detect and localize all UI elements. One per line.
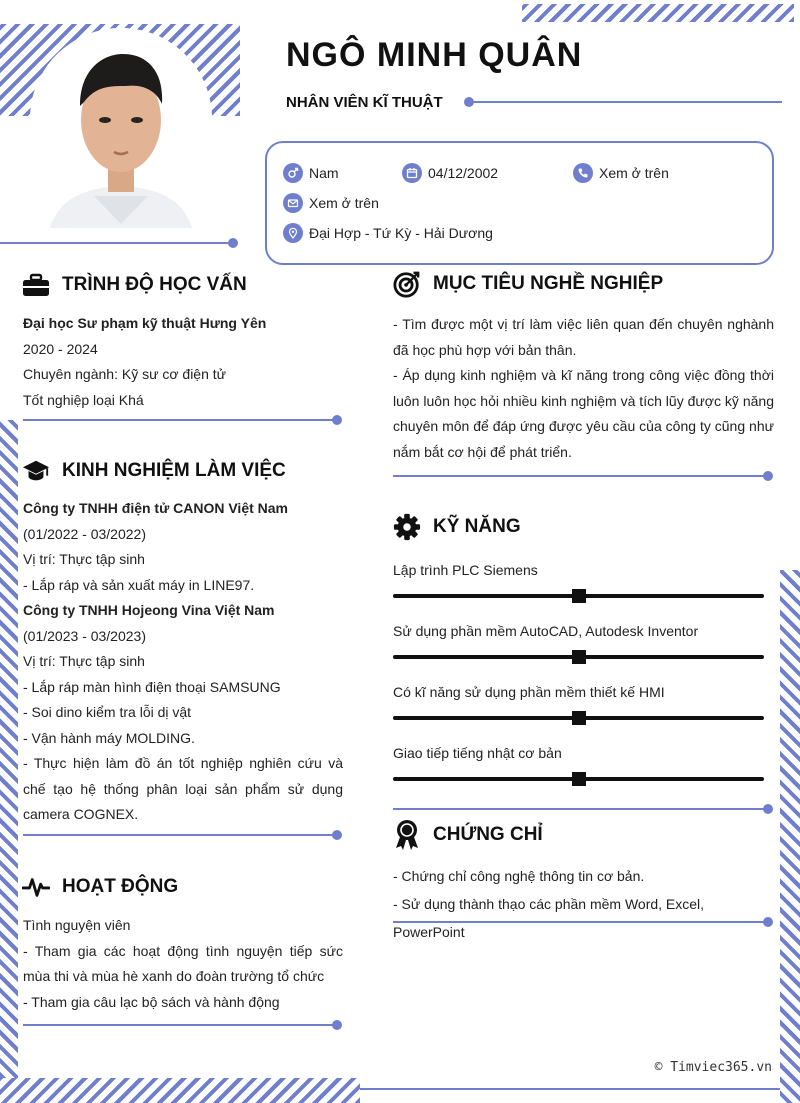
email-value: Xem ở trên <box>309 195 379 211</box>
activity-item: - Tham gia các hoạt động tình nguyện tiếp sức mùa thi và mùa hè xanh do đoàn trường tổ chức <box>23 942 343 984</box>
job-1-period: (01/2022 - 03/2022) <box>23 525 146 542</box>
education-major: Chuyên ngành: Kỹ sư cơ điện tử <box>23 366 227 382</box>
contact-gender <box>283 163 339 183</box>
phone-icon <box>573 163 593 183</box>
footer-rule <box>360 1088 780 1090</box>
job-2-detail: - Thực hiện làm đồ án tốt nghiệp nghiên cứu và chế tạo hệ thống phân loại sản phẩm sử dụng camera COGNEX. <box>23 755 343 822</box>
objective-body <box>393 312 774 465</box>
education-heading <box>22 271 247 299</box>
objective-item: - Tìm được một vị trí làm việc liên quan đến chuyên nghành đã học phù hợp với bản thân. <box>393 316 774 358</box>
address-value: Đại Hợp - Tứ Kỳ - Hải Dương <box>309 225 493 241</box>
skill-1-label: Lập trình PLC Siemens <box>393 562 538 578</box>
decor-stripes-left-side <box>0 420 18 1103</box>
skill-4-label: Giao tiếp tiếng nhật cơ bản <box>393 745 562 761</box>
job-2-company: Công ty TNHH Hojeong Vina Việt Nam <box>23 602 275 618</box>
job-title: NHÂN VIÊN KĨ THUẬT <box>286 94 443 111</box>
skill-4-bar <box>393 777 764 781</box>
email-icon <box>283 193 303 213</box>
briefcase-icon <box>22 271 50 299</box>
education-grade: Tốt nghiệp loại Khá <box>23 391 144 408</box>
certificates-divider <box>393 921 768 923</box>
skills-heading <box>393 513 521 541</box>
education-body <box>23 311 343 413</box>
gender-value: Nam <box>309 165 339 181</box>
objective-divider <box>393 475 768 477</box>
decor-stripes-top-right <box>522 4 794 22</box>
pulse-icon <box>22 873 50 901</box>
skills-title: KỸ NĂNG <box>433 516 521 537</box>
certificates-heading <box>393 821 543 849</box>
birthdate-value: 04/12/2002 <box>428 165 499 181</box>
job-2-period: (01/2023 - 03/2023) <box>23 627 146 644</box>
activities-title: HOẠT ĐỘNG <box>62 876 179 897</box>
skill-4-level-marker <box>572 772 586 786</box>
contact-email <box>283 193 379 213</box>
phone-value: Xem ở trên <box>599 165 669 181</box>
job-1-detail: - Lắp ráp và sản xuất máy in LINE97. <box>23 576 255 593</box>
objective-title: MỤC TIÊU NGHỀ NGHIỆP <box>433 273 664 294</box>
gender-icon <box>283 163 303 183</box>
objective-item: - Áp dụng kinh nghiệm và kĩ năng trong công việc đồng thời luôn luôn học hỏi nhiều kinh nghiệm và tích lũy được kỹ năng chuyên môn để đáp ứng được yêu cầu của công ty cũng như nắm bắt cơ hội để phát triển. <box>393 367 774 460</box>
education-years: 2020 - 2024 <box>23 340 98 357</box>
experience-body <box>23 496 343 828</box>
job-1-position: Vị trí: Thực tập sinh <box>23 551 145 567</box>
award-icon <box>393 821 421 849</box>
location-icon <box>283 223 303 243</box>
activities-heading <box>22 873 178 901</box>
target-icon <box>393 270 421 298</box>
experience-divider <box>23 834 337 836</box>
job-2-detail: - Lắp ráp màn hình điện thoại SAMSUNG <box>23 678 281 695</box>
photo-divider <box>0 242 233 244</box>
certificates-body <box>393 862 778 946</box>
education-divider <box>23 419 337 421</box>
experience-heading <box>22 457 286 485</box>
gear-icon <box>393 513 421 541</box>
certificates-title: CHỨNG CHỈ <box>433 824 543 845</box>
job-1-company: Công ty TNHH điện tử CANON Việt Nam <box>23 500 289 516</box>
decor-stripes-bottom-left <box>0 1078 360 1103</box>
skill-1-level-marker <box>572 589 586 603</box>
decor-stripes-right-side <box>780 570 800 1103</box>
job-2-detail: - Vận hành máy MOLDING. <box>23 729 195 746</box>
certificate-item: - Chứng chỉ công nghệ thông tin cơ bản. <box>393 868 645 884</box>
certificate-item: - Sử dụng thành thạo các phần mềm Word, Excel, PowerPoint <box>393 896 705 940</box>
skills-divider <box>393 808 768 810</box>
skill-2-label: Sử dụng phần mềm AutoCAD, Autodesk Inventor <box>393 623 699 639</box>
skill-3-label: Có kĩ năng sử dụng phần mềm thiết kế HMI <box>393 684 665 700</box>
skill-2-level-marker <box>572 650 586 664</box>
graduation-cap-icon <box>22 457 50 485</box>
contact-address <box>283 223 493 243</box>
profile-photo <box>30 28 212 228</box>
skill-2-bar <box>393 655 764 659</box>
skill-3-bar <box>393 716 764 720</box>
objective-heading <box>393 270 663 298</box>
education-title: TRÌNH ĐỘ HỌC VẤN <box>62 274 247 295</box>
skill-1-bar <box>393 594 764 598</box>
activities-divider <box>23 1024 337 1026</box>
contact-phone <box>573 163 669 183</box>
calendar-icon <box>402 163 422 183</box>
contact-birthdate <box>402 163 498 183</box>
activity-item: - Tham gia câu lạc bộ sách và hành động <box>23 993 280 1010</box>
activities-body <box>23 913 343 1015</box>
job-title-divider <box>469 101 782 103</box>
candidate-name: NGÔ MINH QUÂN <box>286 36 583 74</box>
footer-credit: © Timviec365.vn <box>654 1060 772 1075</box>
activity-item: Tình nguyện viên <box>23 917 131 933</box>
education-school: Đại học Sư phạm kỹ thuật Hưng Yên <box>23 315 267 331</box>
experience-title: KINH NGHIỆM LÀM VIỆC <box>62 460 286 481</box>
job-2-detail: - Soi dino kiểm tra lỗi dị vật <box>23 704 192 720</box>
job-2-position: Vị trí: Thực tập sinh <box>23 653 145 669</box>
contact-info-box <box>265 141 774 265</box>
skill-3-level-marker <box>572 711 586 725</box>
